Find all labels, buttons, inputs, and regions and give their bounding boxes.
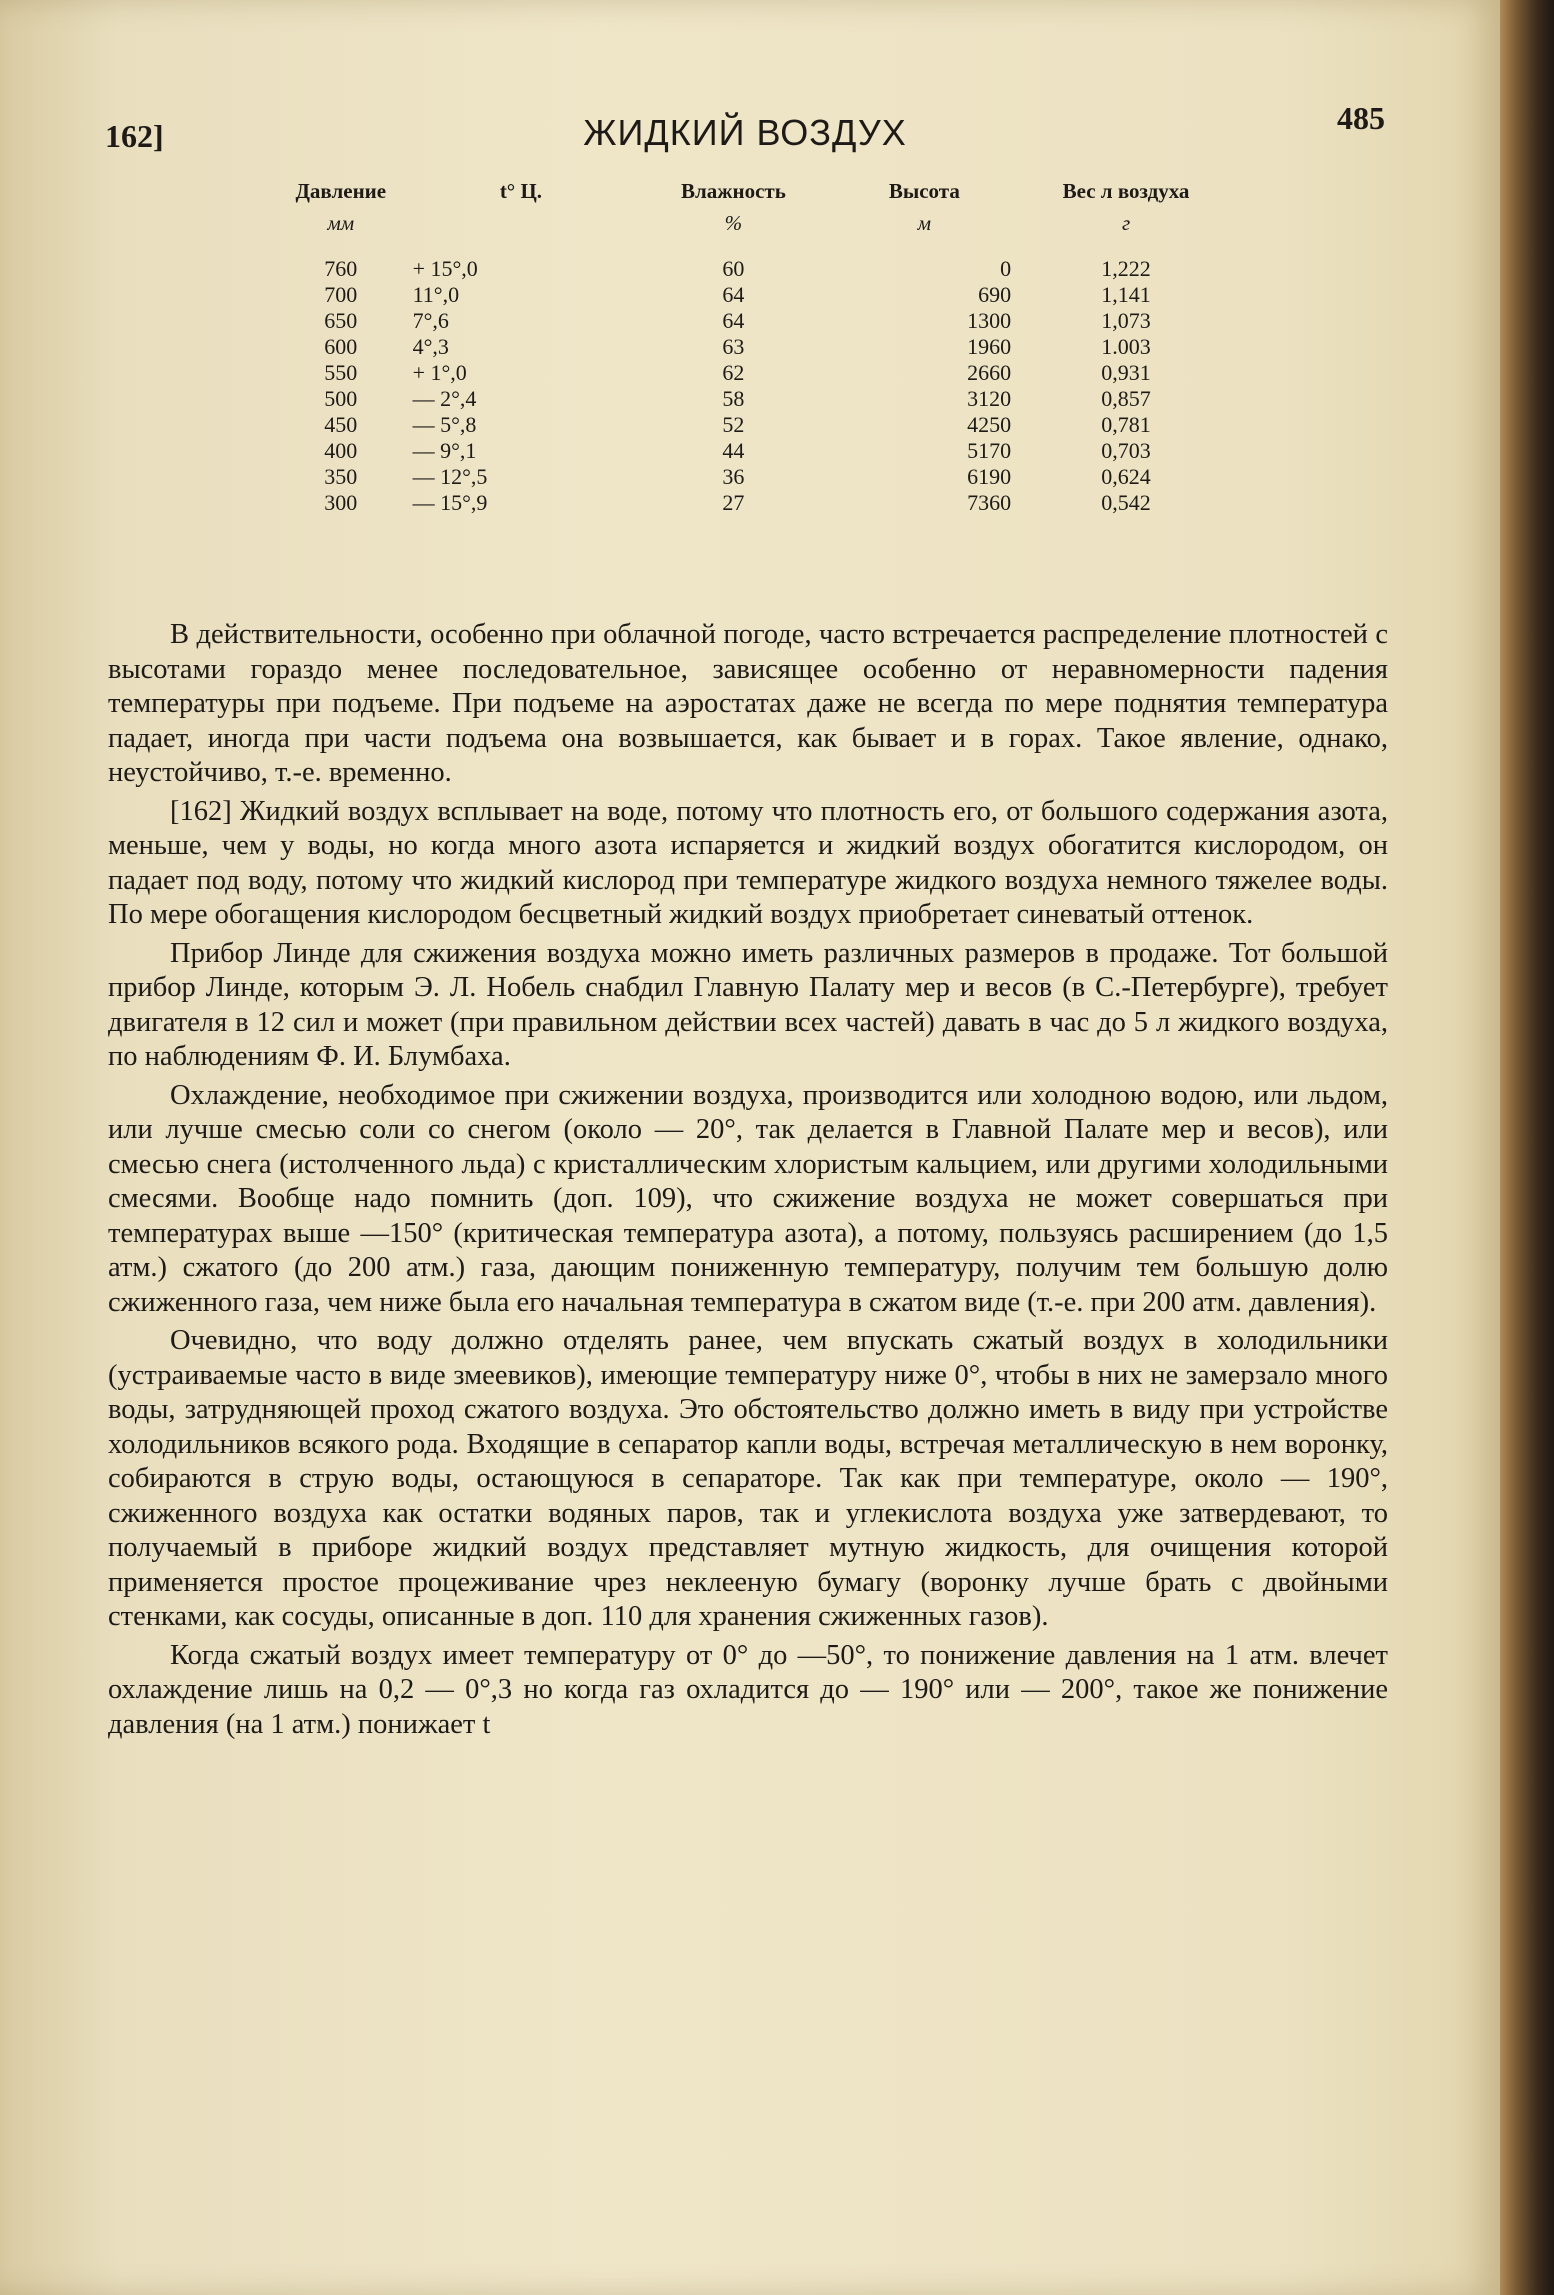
table-cell: — 5°,8	[412, 412, 477, 437]
column-unit: мм	[327, 211, 355, 235]
table-cell: 3120	[967, 386, 1012, 411]
paragraph: Очевидно, что воду должно отделять ранее, чем впускать сжатый воздух в холодильники (устраиваемые часто в виде змеевиков), имеющие температуру ниже 0°, чтобы в них не замерзало много воды, затрудняющей проход сжатого воздуха. Это обстоятельство должно иметь в виду при устройстве холодильников всякого рода. Входящие в сепаратор капли воды, встречая металлическую в нем воронку, собираются в струю воды, остающуюся в сепараторе. Так как при температуре, около — 190°, сжиженного воздуха как остатки водяных паров, так и углекислота воздуха уже затвердевают, то получаемый в приборе жидкий воздух представляет мутную жидкость, для очищения которой применяется простое процеживание чрез неклееную бумагу (воронку лучше брать с двойными стенками, как сосуды, описанные в доп. 110 для хранения сжиженных газов).	[108, 1325, 1388, 1632]
table-cell: 52	[722, 412, 745, 437]
table-cell: 0,931	[1101, 360, 1151, 385]
section-number: 162]	[105, 118, 164, 154]
paragraph: Охлаждение, необходимое при сжижении воздуха, производится или холодною водою, или льдом, или лучше смесью соли со снегом (около — 20°, так делается в Главной Палате мер и весов), или смесью снега (истолченного льда) с кристаллическим хлористым кальцием, или другими холодильными смесями. Вообще надо помнить (доп. 109), что сжижение воздуха не может совершаться при температурах выше —150° (критическая температура азота), а потому, пользуясь расширением (до 1,5 атм.) сжатого (до 200 атм.) газа, дающим пониженную температуру, получим тем большую долю сжиженного газа, чем ниже была его начальная температура в сжатом виде (т.-е. при 200 атм. давления).	[108, 1079, 1388, 1318]
column-unit: м	[917, 211, 932, 235]
table-cell: 450	[324, 412, 358, 437]
paragraph: Прибор Линде для сжижения воздуха можно иметь различных размеров в продаже. Тот большой прибор Линде, которым Э. Л. Нобель снабдил Главную Палату мер и весов (в С.-Петербурге), требует двигателя в 12 сил и может (при правильном действии всех частей) давать в час до 5 л жидкого воздуха, по наблюдениям Ф. И. Блумбаха.	[108, 937, 1388, 1072]
data-table	[275, 178, 1235, 516]
table-cell: 350	[324, 464, 358, 489]
paragraph: [162] Жидкий воздух всплывает на воде, потому что плотность его, от большого содержания азота, меньше, чем у воды, но когда много азота испаряется и жидкий воздух обогатится кислородом, он падает под воду, потому что жидкий кислород при температуре жидкого воздуха немного тяжелее воды. По мере обогащения кислородом бесцветный жидкий воздух приобретает синеватый оттенок.	[108, 795, 1388, 930]
table-row	[275, 412, 1235, 438]
table-cell: 1,073	[1101, 308, 1151, 333]
table-cell: 7°,6	[412, 308, 449, 333]
table-cell: 600	[324, 334, 358, 359]
table-cell: 5170	[967, 438, 1012, 463]
table-cell: — 9°,1	[412, 438, 477, 463]
table-cell: 6190	[967, 464, 1012, 489]
table-cell: 4°,3	[412, 334, 449, 359]
table-cell: 300	[324, 490, 358, 515]
table-row	[275, 308, 1235, 334]
table-cell: — 2°,4	[412, 386, 477, 411]
column-header: t° Ц.	[499, 179, 543, 203]
book-spine	[1500, 0, 1554, 2295]
table-row	[275, 386, 1235, 412]
table-cell: 36	[722, 464, 745, 489]
table-row	[275, 360, 1235, 386]
table-cell: 650	[324, 308, 358, 333]
table-cell: 760	[324, 256, 358, 281]
table-row	[275, 256, 1235, 282]
column-header: Давление	[295, 179, 387, 203]
table-cell: 1960	[967, 334, 1012, 359]
table-units-row	[275, 204, 1235, 256]
table-cell: 64	[722, 308, 745, 333]
paragraph: Когда сжатый воздух имеет температуру от 0° до —50°, то понижение давления на 1 атм. влечет охлаждение лишь на 0,2 — 0°,3 но когда газ охладится до — 190° или — 200°, такое же понижение давления (на 1 атм.) понижает t	[108, 1639, 1388, 1740]
table-cell: 690	[978, 282, 1012, 307]
table-cell: 500	[324, 386, 358, 411]
table-cell: 7360	[967, 490, 1012, 515]
table-cell: 63	[722, 334, 745, 359]
table-cell: 0,624	[1101, 464, 1151, 489]
page-title: ЖИДКИЙ ВОЗДУХ	[583, 112, 907, 153]
table-cell: 62	[722, 360, 745, 385]
table-cell: 0,703	[1101, 438, 1151, 463]
table-row	[275, 334, 1235, 360]
table-cell: 400	[324, 438, 358, 463]
main-text	[108, 618, 1388, 1742]
table-cell: 11°,0	[412, 282, 460, 307]
table-cell: 0	[1000, 256, 1012, 281]
table-cell: 2660	[967, 360, 1012, 385]
table-row	[275, 438, 1235, 464]
table-cell: 700	[324, 282, 358, 307]
column-header: Вес л воздуха	[1062, 179, 1190, 203]
table-cell: 1,222	[1101, 256, 1151, 281]
page-header	[105, 100, 1385, 160]
table-header-row	[275, 178, 1235, 204]
page-number: 485	[1337, 100, 1385, 136]
table-cell: + 15°,0	[412, 256, 478, 281]
table-cell: 27	[722, 490, 745, 515]
column-header: Высота	[888, 179, 960, 203]
table-body	[275, 256, 1235, 516]
column-unit	[407, 204, 636, 256]
table-cell: 0,542	[1101, 490, 1151, 515]
table-cell: 0,781	[1101, 412, 1151, 437]
table-cell: 1.003	[1101, 334, 1151, 359]
paragraph: В действительности, особенно при облачной погоде, часто встречается распределение плотностей с высотами гораздо менее последовательное, зависящее особенно от неравномерности падения температуры при подъеме. При подъеме на аэростатах даже не всегда по мере поднятия температура падает, иногда при части подъема она возвышается, как бывает и в горах. Такое явление, однако, неустойчиво, т.-е. временно.	[108, 619, 1388, 788]
atmosphere-table	[275, 178, 1235, 516]
table-cell: — 15°,9	[412, 490, 488, 515]
table-cell: 44	[722, 438, 745, 463]
table-row	[275, 282, 1235, 308]
table-cell: 64	[722, 282, 745, 307]
table-cell: 1300	[967, 308, 1012, 333]
table-cell: 0,857	[1101, 386, 1151, 411]
table-cell: 1,141	[1101, 282, 1151, 307]
table-row	[275, 464, 1235, 490]
column-unit: г	[1121, 211, 1131, 235]
table-cell: 58	[722, 386, 745, 411]
column-unit: %	[724, 211, 743, 235]
table-cell: 550	[324, 360, 358, 385]
table-cell: 60	[722, 256, 745, 281]
table-cell: 4250	[967, 412, 1012, 437]
column-header: Влажность	[680, 179, 786, 203]
table-cell: + 1°,0	[412, 360, 467, 385]
table-row	[275, 490, 1235, 516]
table-cell: — 12°,5	[412, 464, 488, 489]
